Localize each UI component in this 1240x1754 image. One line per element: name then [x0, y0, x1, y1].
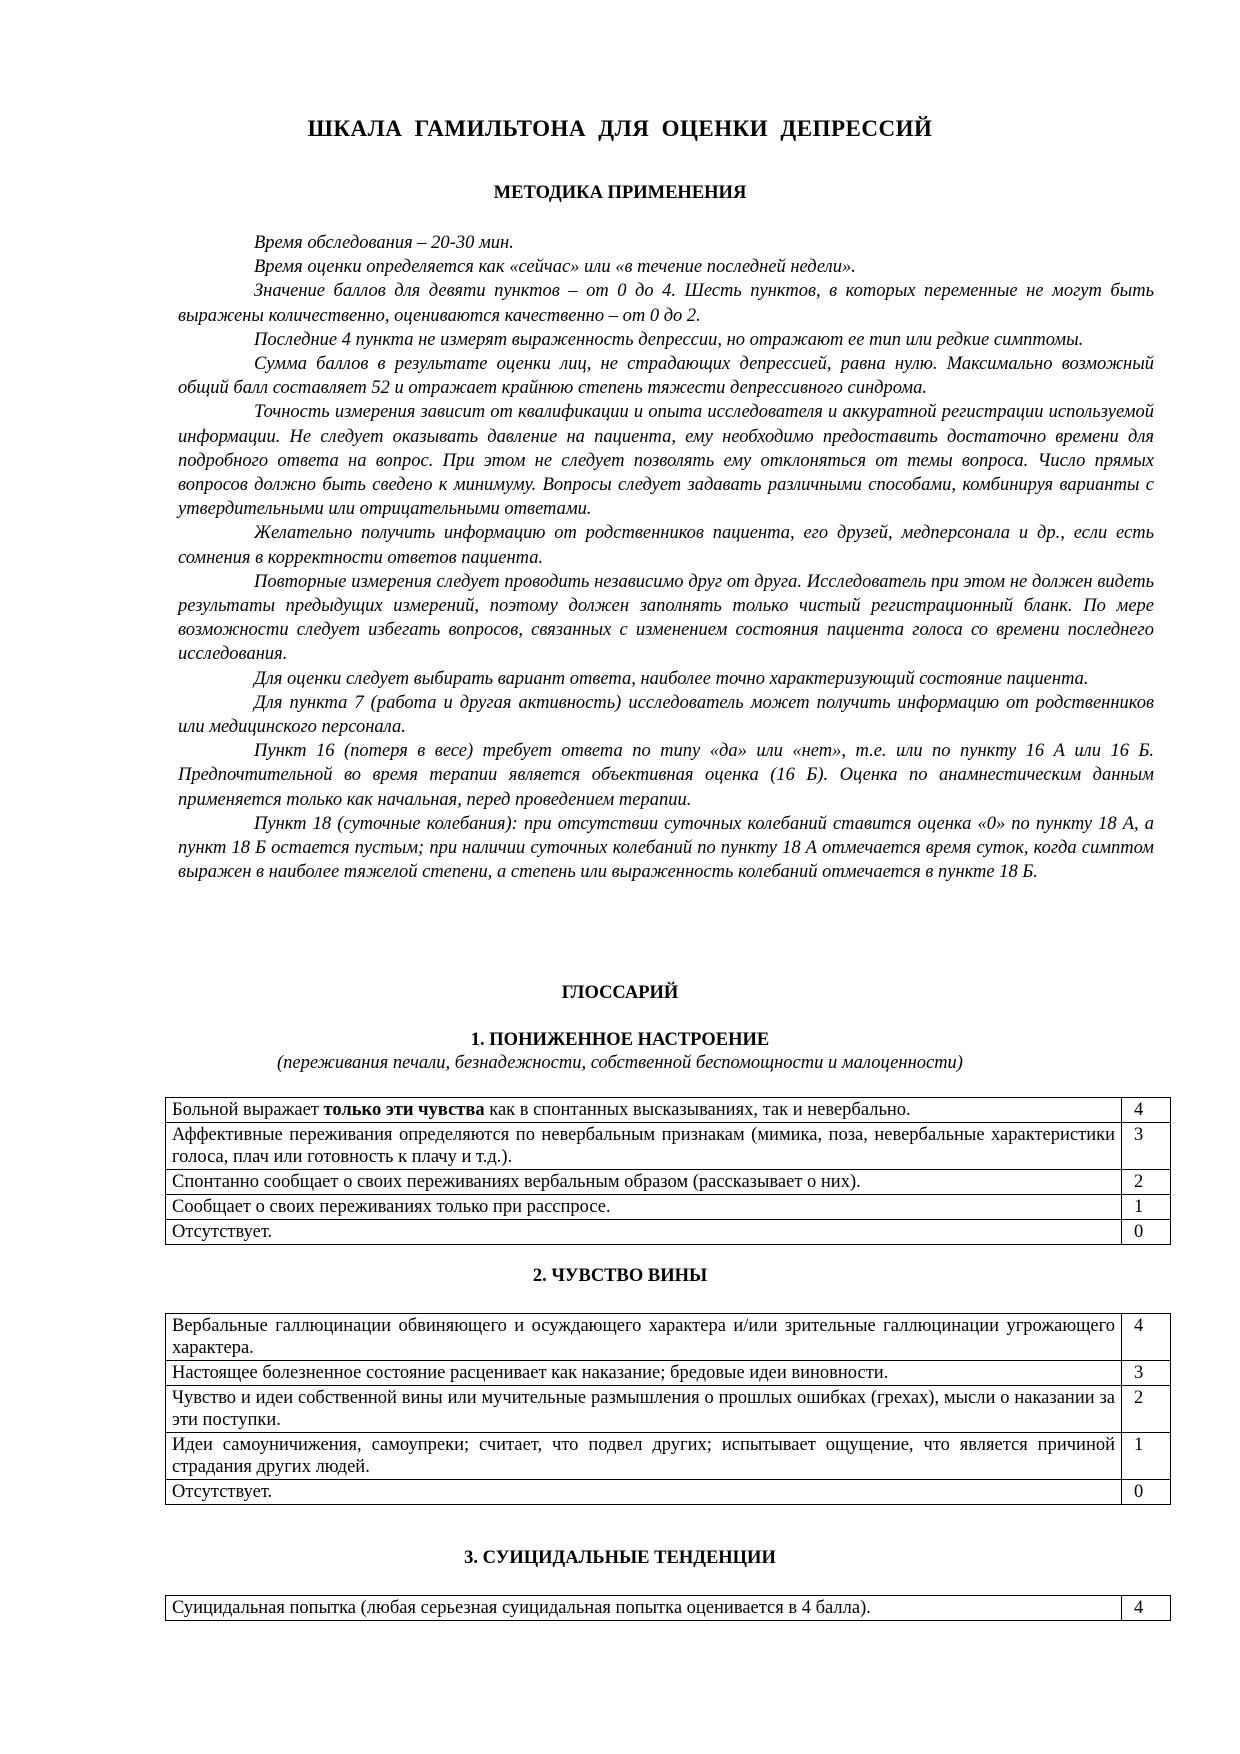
- item-description: Больной выражает только эти чувства как в спонтанных высказываниях, так и невербально.: [166, 1098, 1122, 1123]
- methodology-paragraph: Повторные измерения следует проводить независимо друг от друга. Исследователь при этом не должен видеть результаты предыдущих измерений, поэтому должен заполнять только чистый регистрационный бланк. По мере возможности следует избегать вопросов, связанных с изменением состояния пациента голоса со времени последнего исследования.: [178, 571, 1154, 665]
- item-description: Отсутствует.: [166, 1480, 1122, 1505]
- methodology-paragraph: Последние 4 пункта не измерят выраженность депрессии, но отражают ее тип или редкие симптомы.: [254, 329, 1084, 350]
- methodology-paragraph: Пункт 18 (суточные колебания): при отсутствии суточных колебаний ставится оценка «0» по пункту 18 А, а пункт 18 Б остается пустым; при наличии суточных колебаний по пункту 18 А отмечается время суток, когда симптом выражен в наиболее тяжелой степени, а степень или выраженность колебаний отмечается в пункте 18 Б.: [178, 813, 1154, 883]
- scale-table: [165, 1097, 1171, 1245]
- scale-table: [165, 1313, 1171, 1505]
- item-score: 0: [1122, 1480, 1171, 1505]
- methodology-paragraph: Значение баллов для девяти пунктов – от 0 до 4. Шесть пунктов, в которых переменные не могут быть выражены количественно, оцениваются качественно – от 0 до 2.: [178, 281, 1154, 326]
- methodology-paragraph: Для оценки следует выбирать вариант ответа, наиболее точно характеризующий состояние пациента.: [254, 668, 1089, 689]
- table-row: [166, 1386, 1171, 1433]
- section-title: 1. ПОНИЖЕННОЕ НАСТРОЕНИЕ: [470, 1030, 770, 1050]
- item-score: 3: [1122, 1123, 1171, 1170]
- methodology-paragraph: Время обследования – 20-30 мин.: [254, 233, 514, 253]
- methodology-heading: МЕТОДИКА ПРИМЕНЕНИЯ: [493, 183, 747, 203]
- table-row: [166, 1480, 1171, 1505]
- section-subtitle: (переживания печали, безнадежности, собственной беспомощности и малоценности): [277, 1053, 963, 1073]
- table-row: [166, 1361, 1171, 1386]
- item-score: 2: [1122, 1386, 1171, 1433]
- table-row: [166, 1433, 1171, 1480]
- item-score: 1: [1122, 1195, 1171, 1220]
- document-title: ШКАЛА ГАМИЛЬТОНА ДЛЯ ОЦЕНКИ ДЕПРЕССИЙ: [307, 116, 933, 141]
- table-row: [166, 1596, 1171, 1621]
- section-title: 3. СУИЦИДАЛЬНЫЕ ТЕНДЕНЦИИ: [464, 1548, 776, 1568]
- scale-table: [165, 1595, 1171, 1621]
- methodology-paragraph: Точность измерения зависит от квалификации и опыта исследователя и аккуратной регистрации используемой информации. Не следует оказывать давление на пациента, ему необходимо предоставить достаточно времени для подробного ответа на вопрос. При этом не следует позволять ему отклоняться от темы вопроса. Число прямых вопросов должно быть сведено к минимуму. Вопросы следует задавать различными способами, комбинируя варианты с утвердительными или отрицательными ответами.: [178, 402, 1154, 520]
- methodology-paragraph: Время оценки определяется как «сейчас» или «в течение последней недели».: [254, 257, 856, 278]
- table-row: [166, 1314, 1171, 1361]
- item-score: 0: [1122, 1220, 1171, 1245]
- table-row: [166, 1098, 1171, 1123]
- item-description: Чувство и идеи собственной вины или мучительные размышления о прошлых ошибках (грехах), мысли о наказании за эти поступки.: [166, 1386, 1122, 1433]
- item-score: 3: [1122, 1361, 1171, 1386]
- methodology-paragraph: Сумма баллов в результате оценки лиц, не страдающих депрессией, равна нулю. Максимально возможный общий балл составляет 52 и отражает крайнюю степень тяжести депрессивного синдрома.: [178, 354, 1154, 399]
- item-description: Суицидальная попытка (любая серьезная суицидальная попытка оценивается в 4 балла).: [166, 1596, 1122, 1621]
- table-row: [166, 1123, 1171, 1170]
- item-score: 2: [1122, 1170, 1171, 1195]
- glossary-heading: ГЛОССАРИЙ: [561, 983, 679, 1003]
- item-description: Спонтанно сообщает о своих переживаниях вербальным образом (рассказывает о них).: [166, 1170, 1122, 1195]
- item-score: 4: [1122, 1314, 1171, 1361]
- item-description: Отсутствует.: [166, 1220, 1122, 1245]
- table-row: [166, 1220, 1171, 1245]
- section-title: 2. ЧУВСТВО ВИНЫ: [532, 1266, 708, 1286]
- item-description: Вербальные галлюцинации обвиняющего и осуждающего характера и/или зрительные галлюцинации угрожающего характера.: [166, 1314, 1122, 1361]
- table-row: [166, 1170, 1171, 1195]
- table-row: [166, 1195, 1171, 1220]
- emphasis-text: только эти чувства: [323, 1100, 485, 1120]
- item-description: Настоящее болезненное состояние расценивает как наказание; бредовые идеи виновности.: [166, 1361, 1122, 1386]
- item-description: Аффективные переживания определяются по невербальным признакам (мимика, поза, невербальные характеристики голоса, плач или готовность к плачу и т.д.).: [166, 1123, 1122, 1170]
- item-description: Идеи самоуничижения, самоупреки; считает, что подвел других; испытывает ощущение, что является причиной страдания других людей.: [166, 1433, 1122, 1480]
- item-score: 4: [1122, 1098, 1171, 1123]
- item-score: 4: [1122, 1596, 1171, 1621]
- methodology-paragraph: Для пункта 7 (работа и другая активность) исследователь может получить информацию от родственников или медицинского персонала.: [178, 692, 1154, 738]
- item-score: 1: [1122, 1433, 1171, 1480]
- methodology-paragraph: Пункт 16 (потеря в весе) требует ответа по типу «да» или «нет», т.е. или по пункту 16 А или 16 Б. Предпочтительной во время терапии является объективная оценка (16 Б). Оценка по анамнестическим данным применяется только как начальная, перед проведением терапии.: [178, 741, 1154, 810]
- methodology-paragraph: Желательно получить информацию от родственников пациента, его друзей, медперсонала и др., если есть сомнения в корректности ответов пациента.: [178, 523, 1154, 568]
- methodology-text: [178, 231, 1154, 884]
- item-description: Сообщает о своих переживаниях только при расспросе.: [166, 1195, 1122, 1220]
